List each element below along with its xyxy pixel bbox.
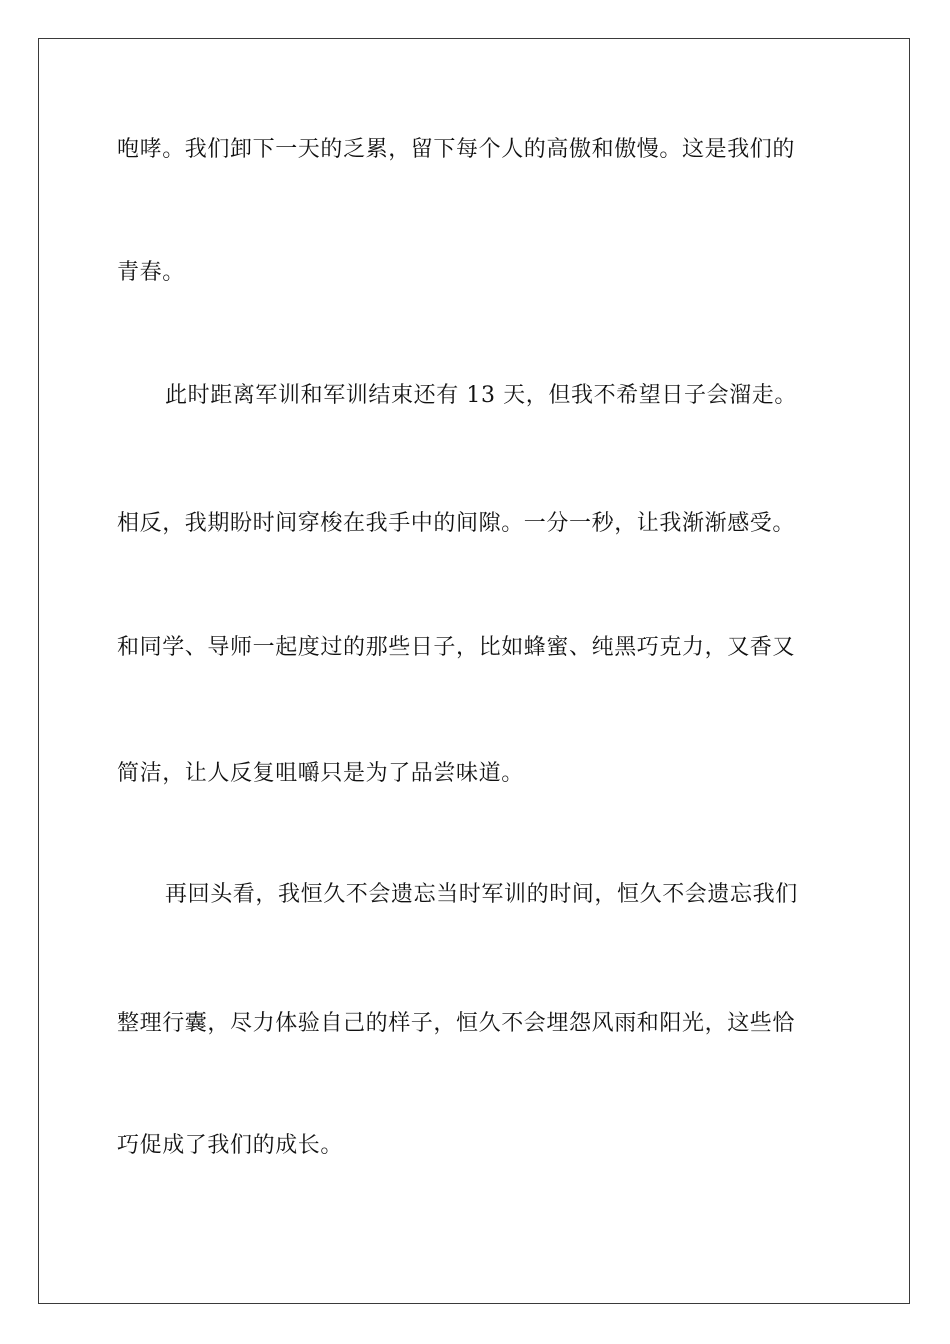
text-line-9: 巧促成了我们的成长。 (117, 1133, 344, 1158)
page-border (38, 38, 910, 1304)
text-line-4: 相反，我期盼时间穿梭在我手中的间隙。一分一秒，让我渐渐感受。 (117, 511, 796, 536)
text-line-6: 简洁，让人反复咀嚼只是为了品尝味道。 (117, 761, 524, 786)
text-line-1: 咆哮。我们卸下一天的乏累，留下每个人的高傲和傲慢。这是我们的 (117, 137, 796, 162)
text-line-7: 再回头看，我恒久不会遗忘当时军训的时间，恒久不会遗忘我们 (165, 882, 798, 907)
text-line-3: 此时距离军训和军训结束还有 13 天，但我不希望日子会溜走。 (165, 383, 797, 408)
text-line-5: 和同学、导师一起度过的那些日子，比如蜂蜜、纯黑巧克力，又香又 (117, 635, 796, 660)
text-line-8: 整理行囊，尽力体验自己的样子，恒久不会埋怨风雨和阳光，这些恰 (117, 1011, 796, 1036)
text-line-2: 青春。 (117, 260, 185, 285)
